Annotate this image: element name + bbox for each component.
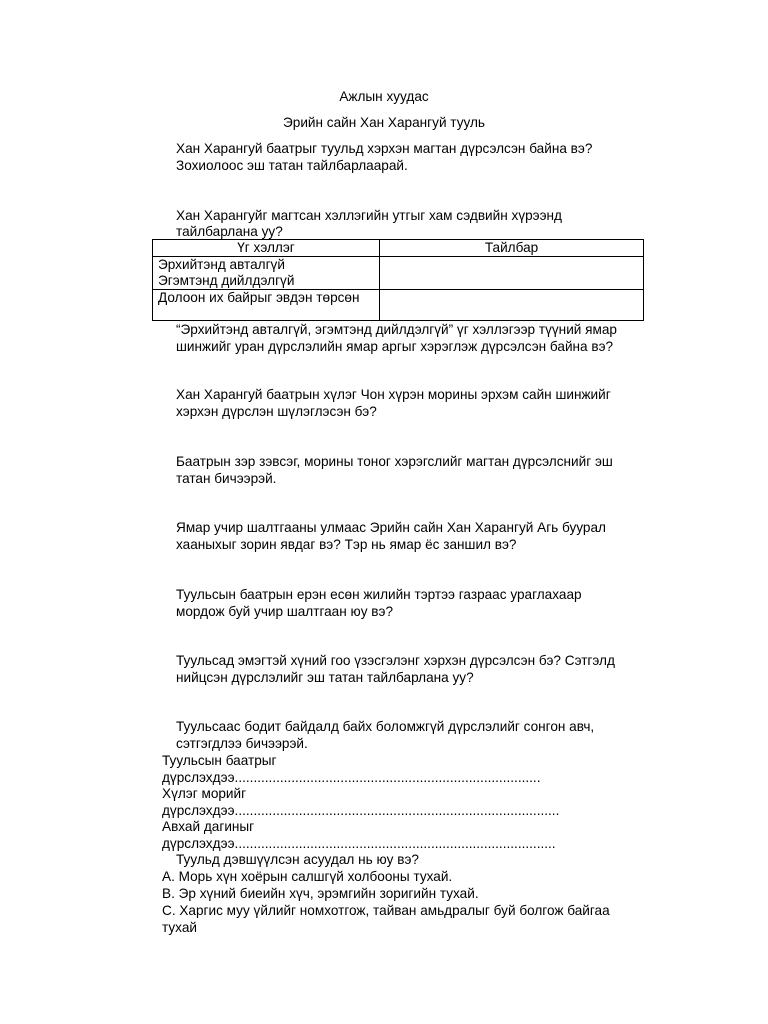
- question-6-line-1: Ямар учир шалтгааны улмаас Эрийн сайн Хан Харангуй Агь буурал: [176, 520, 606, 535]
- answer-option-c-line-2[interactable]: тухай: [162, 920, 197, 935]
- table-header-phrase: Үг хэллэг: [153, 240, 380, 257]
- fill-maiden-line[interactable]: дүрслэхдээ.....................................................................................: [162, 836, 556, 851]
- table-row: [153, 257, 644, 290]
- question-10: Туульд дэвшүүлсэн асуудал нь юу вэ?: [176, 852, 419, 867]
- question-8-line-2: нийцсэн дүрслэлийг эш татан тайлбарлана уу?: [176, 670, 474, 685]
- question-3-line-1: “Эрхийтэнд авталгүй, эгэмтэнд дийлдэлгүй” үг хэллэгээр түүний ямар: [176, 322, 617, 337]
- question-9-line-1: Туульсаас бодит байдалд байх боломжгүй дүрслэлийг сонгон авч,: [176, 719, 595, 734]
- table-cell-phrase: [153, 257, 380, 290]
- table-header-note: Тайлбар: [380, 240, 644, 257]
- fill-hero-line[interactable]: дүрслэхдээ.................................................................................: [162, 770, 541, 785]
- answer-option-b[interactable]: B. Эр хүний биеийн хүч, эрэмгийн зоригийн тухай.: [162, 886, 479, 901]
- phrase-line: Эрхийтэнд авталгүй: [158, 257, 285, 272]
- phrase-line: Долоон их байрыг эвдэн төрсөн: [158, 290, 360, 305]
- page-subtitle: Эрийн сайн Хан Харангуй тууль: [282, 115, 485, 130]
- question-5-line-2: татан бичээрэй.: [176, 471, 277, 486]
- question-2-line-2: тайлбарлана уу?: [176, 224, 283, 239]
- table-cell-phrase: [153, 290, 380, 321]
- page-title: Ажлын хуудас: [339, 89, 429, 104]
- fill-hero-label: Туульсын баатрыг: [162, 753, 277, 768]
- question-1-line-2: Зохиолоос эш татан тайлбарлаарай.: [176, 158, 408, 173]
- question-8-line-1: Туульсад эмэгтэй хүний гоо үзэсгэлэнг хэрхэн дүрсэлсэн бэ? Сэтгэлд: [176, 653, 615, 668]
- phrase-table: [152, 239, 644, 321]
- question-7-line-1: Туульсын баатрын ерэн есөн жилийн тэртээ газраас ураглахаар: [176, 587, 582, 602]
- question-6-line-2: хааныхыг зорин явдаг вэ? Тэр нь ямар ёс заншил вэ?: [176, 537, 517, 552]
- table-row: [153, 290, 644, 321]
- phrase-line: Эгэмтэнд дийлдэлгүй: [158, 273, 295, 288]
- question-1-line-1: Хан Харангуй баатрыг туульд хэрхэн магтан дүрсэлсэн байна вэ?: [176, 141, 593, 156]
- question-5-line-1: Баатрын зэр зэвсэг, морины тоног хэрэгслийг магтан дүрсэлснийг эш: [176, 454, 613, 469]
- table-header-row: [153, 240, 644, 257]
- fill-horse-label: Хүлэг морийг: [162, 786, 247, 801]
- question-3-line-2: шинжийг уран дүрслэлийн ямар аргыг хэрэглэж дүрсэлсэн байна вэ?: [176, 339, 614, 354]
- answer-option-c-line-1[interactable]: C. Харгис муу үйлийг номхотгож, тайван амьдралыг буй болгож байгаа: [162, 903, 610, 918]
- fill-maiden-label: Авхай дагиныг: [162, 819, 255, 834]
- question-4-line-2: хэрхэн дүрслэн шүлэглэсэн бэ?: [176, 404, 377, 419]
- question-2-line-1: Хан Харангуйг магтсан хэллэгийн утгыг хам сэдвийн хүрээнд: [176, 208, 562, 223]
- question-9-line-2: сэтгэгдлээ бичээрэй.: [176, 736, 308, 751]
- table-cell-note[interactable]: [380, 290, 644, 321]
- table-cell-note[interactable]: [380, 257, 644, 290]
- answer-option-a[interactable]: A. Морь хүн хоёрын салшгүй холбооны тухай.: [162, 869, 453, 884]
- fill-horse-line[interactable]: дүрслэхдээ......................................................................................: [162, 803, 560, 818]
- question-4-line-1: Хан Харангуй баатрын хүлэг Чон хүрэн морины эрхэм сайн шинжийг: [176, 387, 611, 402]
- question-7-line-2: мордож буй учир шалтгаан юу вэ?: [176, 604, 394, 619]
